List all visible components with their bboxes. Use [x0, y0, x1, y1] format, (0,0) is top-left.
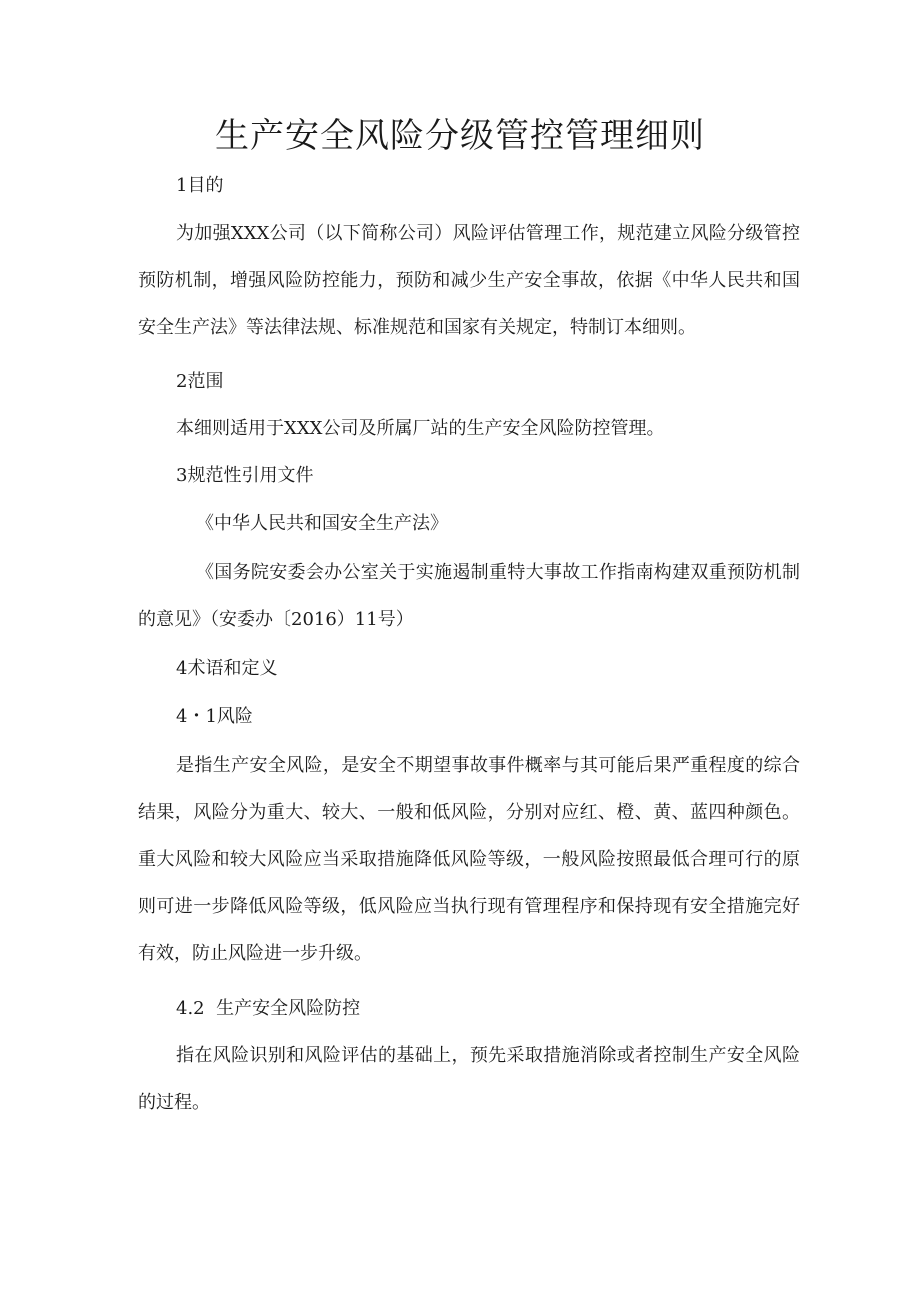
- section-2-heading: 2范围: [176, 371, 224, 392]
- section-4-1-body: 是指生产安全风险，是安全不期望事故事件概率与其可能后果严重程度的综合结果，风险分为重大、较大、一般和低风险，分别对应红、橙、黄、蓝四种颜色。重大风险和较大风险应当采取措施降低风险等级，一般风险按照最低合理可行的原则可进一步降低风险等级，低风险应当执行现有管理程序和保持现有安全措施完好有效，防止风险进一步升级。: [138, 755, 800, 964]
- section-1-body: 为加强XXX公司（以下简称公司）风险评估管理工作，规范建立风险分级管控预防机制，增强风险防控能力，预防和减少生产安全事故，依据《中华人民共和国安全生产法》等法律法规、标准规范和国家有关规定，特制订本细则。: [138, 223, 800, 338]
- reference-2: 《国务院安委会办公室关于实施遏制重特大事故工作指南构建双重预防机制的意见》（安委办〔2016）11号）: [138, 562, 800, 630]
- section-1-heading: 1目的: [176, 175, 224, 196]
- section-3-heading: 3规范性引用文件: [176, 465, 314, 486]
- section-4-1-heading: 4・1风险: [176, 706, 253, 727]
- section-2-body: 本细则适用于XXX公司及所属厂站的生产安全风险防控管理。: [176, 418, 665, 439]
- reference-1: 《中华人民共和国安全生产法》: [196, 513, 448, 534]
- section-4-2-body: 指在风险识别和风险评估的基础上，预先采取措施消除或者控制生产安全风险的过程。: [138, 1045, 800, 1113]
- section-4-heading: 4术语和定义: [176, 658, 278, 679]
- section-4-2-heading: 4.2 生产安全风险防控: [176, 998, 361, 1019]
- document-title: 生产安全风险分级管控管理细则: [215, 116, 705, 156]
